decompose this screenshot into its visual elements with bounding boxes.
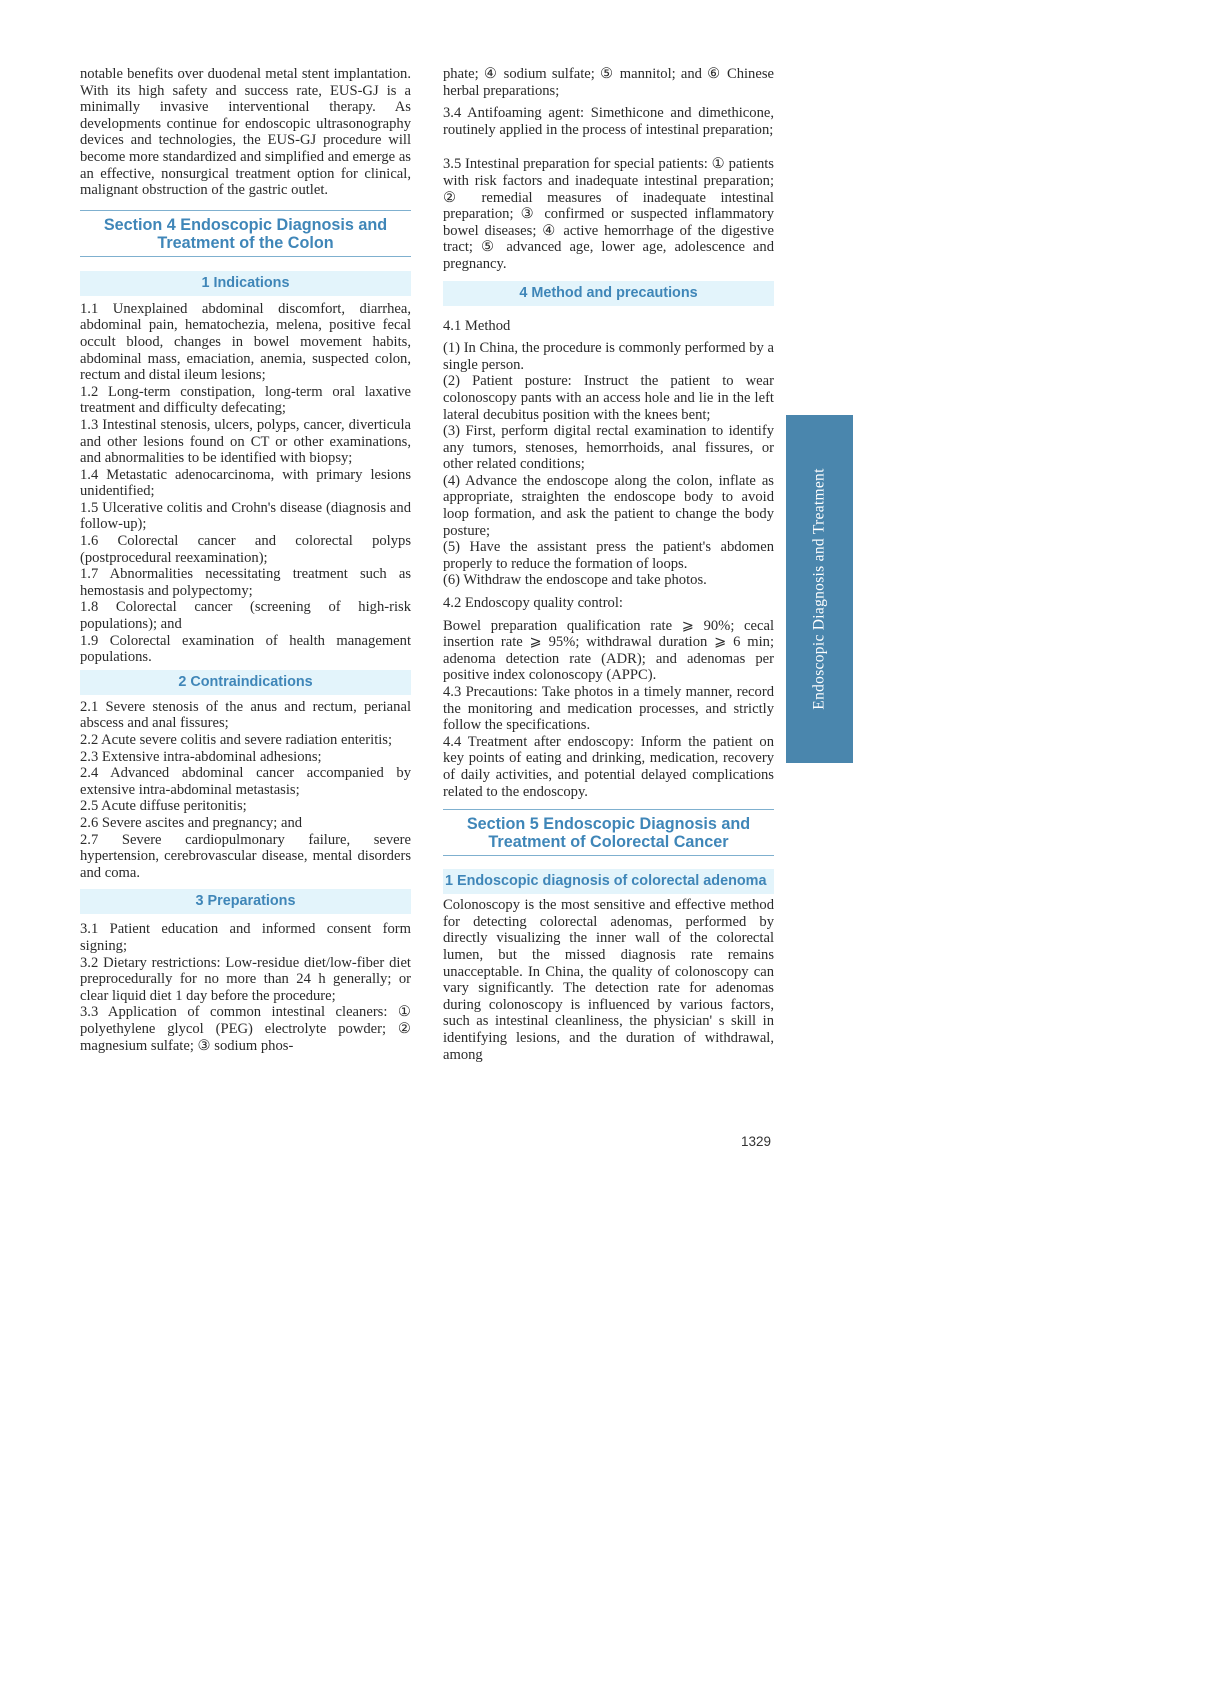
special-patients-paragraph: 3.5 Intestinal preparation for special patients: ① patients with risk factors and inadequate intestinal preparation; ② remedial measures of inadequate intestinal preparation; ③ confirmed or suspected inflammatory bowel diseases; ④ active hemorrhage of the digestive tract; ⑤ advanced age, lower age, adolescence and pregnancy. xyxy=(443,156,774,272)
list-item: 1.1 Unexplained abdominal discomfort, diarrhea, abdominal pain, hematochezia, melena, positive fecal occult blood, changes in bowel movement habits, abdominal mass, emaciation, anemia, suspected colon, rectum and distal ileum lesions; xyxy=(80,300,411,384)
list-item: 1.8 Colorectal cancer (screening of high-risk populations); and xyxy=(80,599,411,633)
indications-heading: 1 Indications xyxy=(80,271,411,296)
side-tab-label: Endoscopic Diagnosis and Treatment xyxy=(810,468,828,710)
method-heading: 4 Method and precautions xyxy=(443,281,774,306)
list-item: 3.3 Application of common intestinal cleaners: ① polyethylene glycol (PEG) electrolyte powder; ② magnesium sulfate; ③ sodium phos- xyxy=(80,1004,411,1054)
precautions-paragraph: 4.3 Precautions: Take photos in a timely manner, record the monitoring and medication processes, and strictly follow the specifications. xyxy=(443,684,774,734)
list-item: 1.5 Ulcerative colitis and Crohn's disease (diagnosis and follow-up); xyxy=(80,499,411,533)
contraindications-heading: 2 Contraindications xyxy=(80,670,411,695)
list-item: (3) First, perform digital rectal examination to identify any tumors, stenoses, hemorrhoids, anal fissures, or other related conditions; xyxy=(443,423,774,473)
indications-list xyxy=(80,301,411,666)
list-item: 1.6 Colorectal cancer and colorectal polyps (postprocedural reexamination); xyxy=(80,533,411,566)
right-column xyxy=(443,66,774,1063)
section-4-title: Section 4 Endoscopic Diagnosis and Treatment of the Colon xyxy=(80,210,411,257)
list-item: 1.7 Abnormalities necessitating treatment such as hemostasis and polypectomy; xyxy=(80,566,411,599)
preparations-continued: phate; ④ sodium sulfate; ⑤ mannitol; and ⑥ Chinese herbal preparations; xyxy=(443,66,774,99)
contraindications-list xyxy=(80,699,411,882)
section-5-title: Section 5 Endoscopic Diagnosis and Treatment of Colorectal Cancer xyxy=(443,809,774,856)
page-number: 1329 xyxy=(741,1134,772,1149)
chapter-side-tab xyxy=(786,415,853,763)
list-item: 2.1 Severe stenosis of the anus and rectum, perianal abscess and anal fissures; xyxy=(80,698,411,732)
antifoaming-paragraph: 3.4 Antifoaming agent: Simethicone and dimethicone, routinely applied in the process of intestinal preparation; xyxy=(443,105,774,138)
list-item: (1) In China, the procedure is commonly performed by a single person. xyxy=(443,340,774,373)
adenoma-heading: 1 Endoscopic diagnosis of colorectal adenoma xyxy=(443,869,774,894)
preparations-list xyxy=(80,921,411,1054)
left-column xyxy=(80,66,411,1054)
list-item: (5) Have the assistant press the patient's abdomen properly to reduce the formation of loops. xyxy=(443,539,774,572)
list-item: 2.5 Acute diffuse peritonitis; xyxy=(80,798,247,815)
list-item: 2.2 Acute severe colitis and severe radiation enteritis; xyxy=(80,732,393,748)
intro-paragraph: notable benefits over duodenal metal stent implantation. With its high safety and success rate, EUS-GJ is a minimally invasive interventional therapy. As developments continue for endoscopic ultrasonography devices and technologies, the EUS-GJ procedure will become more standardized and simplified and emerge as an effective, nonsurgical treatment option for clinical, malignant obstruction of the gastric outlet. xyxy=(80,66,411,199)
list-item: 2.6 Severe ascites and pregnancy; and xyxy=(80,814,303,831)
list-item: (2) Patient posture: Instruct the patient to wear colonoscopy pants with an access hole and lie in the left lateral decubitus position with the knees bent; xyxy=(443,373,774,423)
preparations-heading: 3 Preparations xyxy=(80,889,411,914)
list-item: 2.3 Extensive intra-abdominal adhesions; xyxy=(80,748,322,765)
adenoma-paragraph: Colonoscopy is the most sensitive and effective method for detecting colorectal adenomas, performed by directly visualizing the inner wall of the colorectal lumen, but the missed diagnosis rate remains unacceptable. In China, the quality of colonoscopy can vary significantly. The detection rate for adenomas during colonoscopy is influenced by various factors, such as intestinal cleanliness, the physician' s skill in identifying lesions, and the duration of withdrawal, among xyxy=(443,897,774,1063)
list-item: (6) Withdraw the endoscope and take photos. xyxy=(443,572,707,589)
quality-control-text: Bowel preparation qualification rate ⩾ 90%; cecal insertion rate ⩾ 95%; withdrawal duration ⩾ 6 min; adenoma detection rate (ADR); and adenomas per positive index colonoscopy (APPC). xyxy=(443,617,774,684)
list-item: 1.9 Colorectal examination of health management populations. xyxy=(80,632,411,666)
list-item: (4) Advance the endoscope along the colon, inflate as appropriate, straighten the endoscope body to avoid loop formation, and ask the patient to change the body posture; xyxy=(443,472,774,539)
list-item: 3.2 Dietary restrictions: Low-residue diet/low-fiber diet preprocedurally for no more than 24 h generally; or clear liquid diet 1 day before the procedure; xyxy=(80,954,411,1004)
quality-control-heading: 4.2 Endoscopy quality control: xyxy=(443,595,623,612)
list-item: 3.1 Patient education and informed consent form signing; xyxy=(80,921,411,954)
list-item: 2.7 Severe cardiopulmonary failure, severe hypertension, cerebrovascular disease, mental disorders and coma. xyxy=(80,831,411,881)
method-subheading: 4.1 Method xyxy=(443,317,511,334)
list-item: 1.4 Metastatic adenocarcinoma, with primary lesions unidentified; xyxy=(80,466,411,500)
list-item: 1.2 Long-term constipation, long-term oral laxative treatment and difficulty defecating; xyxy=(80,383,411,417)
method-steps xyxy=(443,340,774,589)
treatment-after-paragraph: 4.4 Treatment after endoscopy: Inform the patient on key points of eating and drinking, medication, recovery of daily activities, and potential delayed complications related to the endoscopy. xyxy=(443,733,774,800)
list-item: 2.4 Advanced abdominal cancer accompanied by extensive intra-abdominal metastasis; xyxy=(80,765,411,798)
list-item: 1.3 Intestinal stenosis, ulcers, polyps, cancer, diverticula and other lesions found on CT or other examinations, and abnormalities to be identified with biopsy; xyxy=(80,416,411,467)
